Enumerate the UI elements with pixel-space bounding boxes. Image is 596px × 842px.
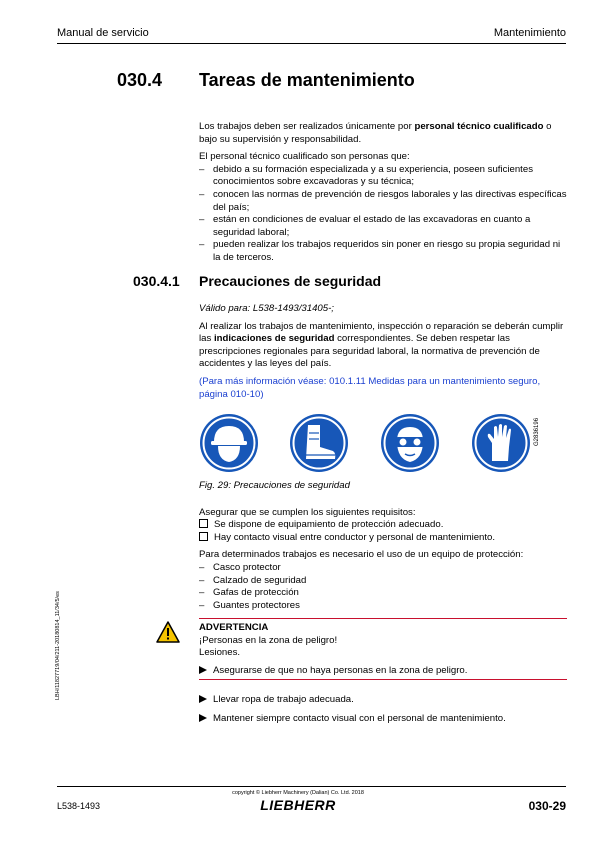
arrow-icon xyxy=(199,695,207,703)
list-item: – Calzado de seguridad xyxy=(199,574,307,586)
requirement-item: Se dispone de equipamiento de protección adecuado. xyxy=(199,519,569,532)
subsection-number: 030.4.1 xyxy=(133,273,180,289)
arrow-icon xyxy=(199,666,207,674)
footer-rule xyxy=(57,786,566,787)
section-number: 030.4 xyxy=(117,70,163,90)
subsection-body xyxy=(199,303,569,401)
arrow-icon xyxy=(199,714,207,722)
requirements-intro: Asegurar que se cumplen los siguientes requisitos: xyxy=(199,506,416,518)
section-body xyxy=(199,121,569,265)
list-item: – Casco protector xyxy=(199,561,281,573)
protective-gloves-icon xyxy=(471,413,531,473)
section-title: Tareas de mantenimiento xyxy=(199,70,415,90)
list-item: – pueden realizar los trabajos requeridos sin poner en riesgo su propia seguridad ni la de terceros. xyxy=(199,239,561,263)
action-item: Llevar ropa de trabajo adecuada. xyxy=(199,694,569,707)
header-left: Manual de servicio xyxy=(57,27,149,39)
safety-boot-icon xyxy=(289,413,349,473)
figure-code: G2836196 xyxy=(534,417,540,446)
warning-title: ADVERTENCIA xyxy=(199,622,269,633)
checkbox-icon xyxy=(199,519,208,528)
warning-bottom-rule xyxy=(199,679,567,680)
warning-consequence: Lesiones. xyxy=(199,647,241,659)
document-id: LBH/11827719/04/211-20180814_11/34/5/es xyxy=(55,591,61,700)
checkbox-icon xyxy=(199,532,208,541)
list-item: – Gafas de protección xyxy=(199,587,299,599)
list-item: – conocen las normas de prevención de riesgos laborales y las directivas específicas del país; xyxy=(199,188,567,213)
cross-reference-link[interactable]: (Para más información véase: 010.1.11 Medidas para un mantenimiento seguro, página 010-10) xyxy=(199,375,541,400)
list-item: – están en condiciones de evaluar el estado de las excavadoras en cuanto a seguridad laboral; xyxy=(199,214,531,238)
figure-caption: Fig. 29: Precauciones de seguridad xyxy=(199,480,350,491)
warning-hazard: ¡Personas en la zona de peligro! xyxy=(199,634,338,646)
model-number: L538-1493 xyxy=(57,801,101,811)
requirement-item: Hay contacto visual entre conductor y personal de mantenimiento. xyxy=(199,532,569,545)
list-item: – debido a su formación especializada y a su experiencia, poseen suficientes conocimientos sobre excavadoras y su técnica; xyxy=(199,163,533,188)
warning-box xyxy=(199,622,569,677)
hard-hat-icon xyxy=(199,413,259,473)
header-rule xyxy=(57,43,566,44)
safety-paragraph: Al realizar los trabajos de mantenimiento, inspección o reparación se deberán cumplir las indicaciones de seguridad correspondientes. Se deben respetar las prescripciones regionales para seguridad laboral, la normativa de prevención de accidentes y las leyes del país. xyxy=(199,320,564,370)
ppe-intro: Para determinados trabajos es necesario el uso de un equipo de protección: xyxy=(199,549,524,561)
qualification-list xyxy=(199,164,569,265)
header-right: Mantenimiento xyxy=(493,27,566,39)
copyright-text: copyright © Liebherr Machinery (Dalian) Co. Ltd. 2018 xyxy=(232,790,364,796)
warning-triangle-icon xyxy=(156,621,180,643)
list-item: – Guantes protectores xyxy=(199,599,300,611)
subsection-title: Precauciones de seguridad xyxy=(199,273,382,289)
warning-top-rule xyxy=(199,618,567,619)
page-number: 030-29 xyxy=(528,799,566,813)
validity-note: Válido para: L538-1493/31405-; xyxy=(199,303,334,314)
safety-goggles-icon xyxy=(380,413,440,473)
liebherr-logo: LIEBHERR xyxy=(260,797,336,813)
definition-text: El personal técnico cualificado son personas que: xyxy=(199,151,410,163)
action-item: Mantener siempre contacto visual con el personal de mantenimiento. xyxy=(199,713,569,726)
intro-paragraph: Los trabajos deben ser realizados únicamente por personal técnico cualificado o bajo su supervisión y responsabilidad. xyxy=(199,121,552,145)
warning-action: Asegurarse de que no haya personas en la zona de peligro. xyxy=(199,665,569,678)
requirements-block xyxy=(199,480,569,612)
